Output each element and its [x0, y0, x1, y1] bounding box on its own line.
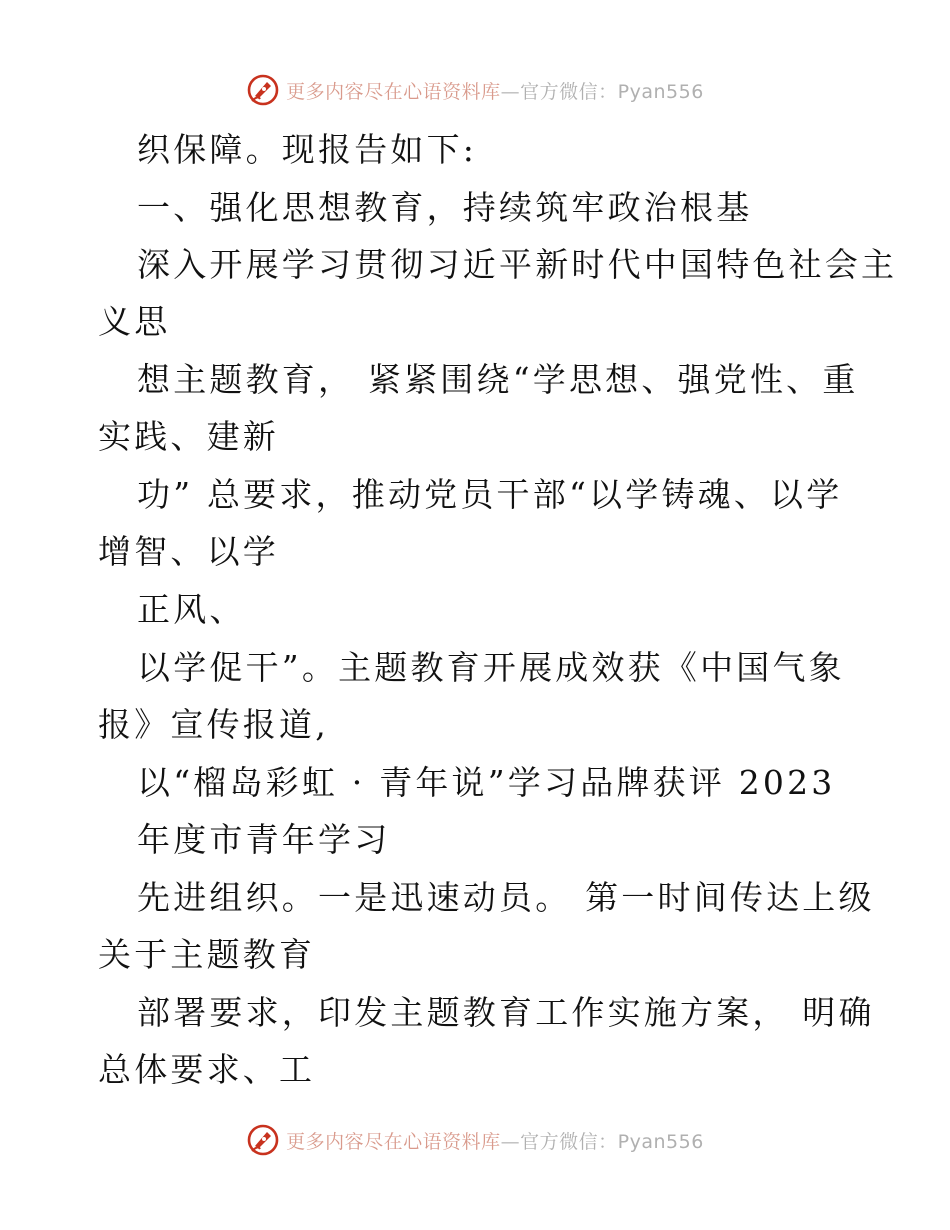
- text-line: 关于主题教育: [98, 935, 316, 974]
- text-line: 正风、: [137, 590, 246, 629]
- pen-nib-logo-icon: [246, 1123, 280, 1157]
- watermark-brand: 更多内容尽在心语资料库: [286, 1130, 501, 1153]
- text-line: 总体要求、工: [98, 1050, 316, 1089]
- text-line: 实践、建新: [98, 417, 279, 456]
- watermark-contact: 官方微信：Pyan556: [520, 1130, 704, 1153]
- watermark-brand: 更多内容尽在心语资料库: [286, 80, 501, 103]
- text-line: 报》宣传报道,: [98, 705, 329, 744]
- text-line: 织保障。现报告如下:: [137, 130, 478, 169]
- pen-nib-logo-icon: [246, 73, 280, 107]
- text-line: 以学促干”。主题教育开展成效获《中国气象: [137, 648, 845, 687]
- footer-watermark: [0, 1120, 950, 1160]
- header-watermark: [0, 70, 950, 110]
- text-line: 部署要求，印发主题教育工作实施方案， 明确: [137, 993, 875, 1032]
- watermark-contact: 官方微信：Pyan556: [520, 80, 704, 103]
- section-heading: 一、强化思想教育，持续筑牢政治根基: [137, 188, 753, 227]
- text-line: 义思: [98, 302, 171, 341]
- text-line: 功” 总要求，推动党员干部“以学铸魂、以学: [137, 475, 843, 514]
- text-line: 以“榴岛彩虹 · 青年说”学习品牌获评 2023: [137, 763, 836, 802]
- text-line: 增智、以学: [98, 532, 279, 571]
- watermark-separator: —: [500, 1130, 521, 1153]
- text-line: 想主题教育， 紧紧围绕“学思想、强党性、重: [137, 360, 859, 399]
- text-line: 深入开展学习贯彻习近平新时代中国特色社会主: [137, 245, 898, 284]
- text-line: 年度市青年学习: [137, 820, 391, 859]
- watermark-separator: —: [500, 80, 521, 103]
- text-line: 先进组织。一是迅速动员。 第一时间传达上级: [137, 878, 875, 917]
